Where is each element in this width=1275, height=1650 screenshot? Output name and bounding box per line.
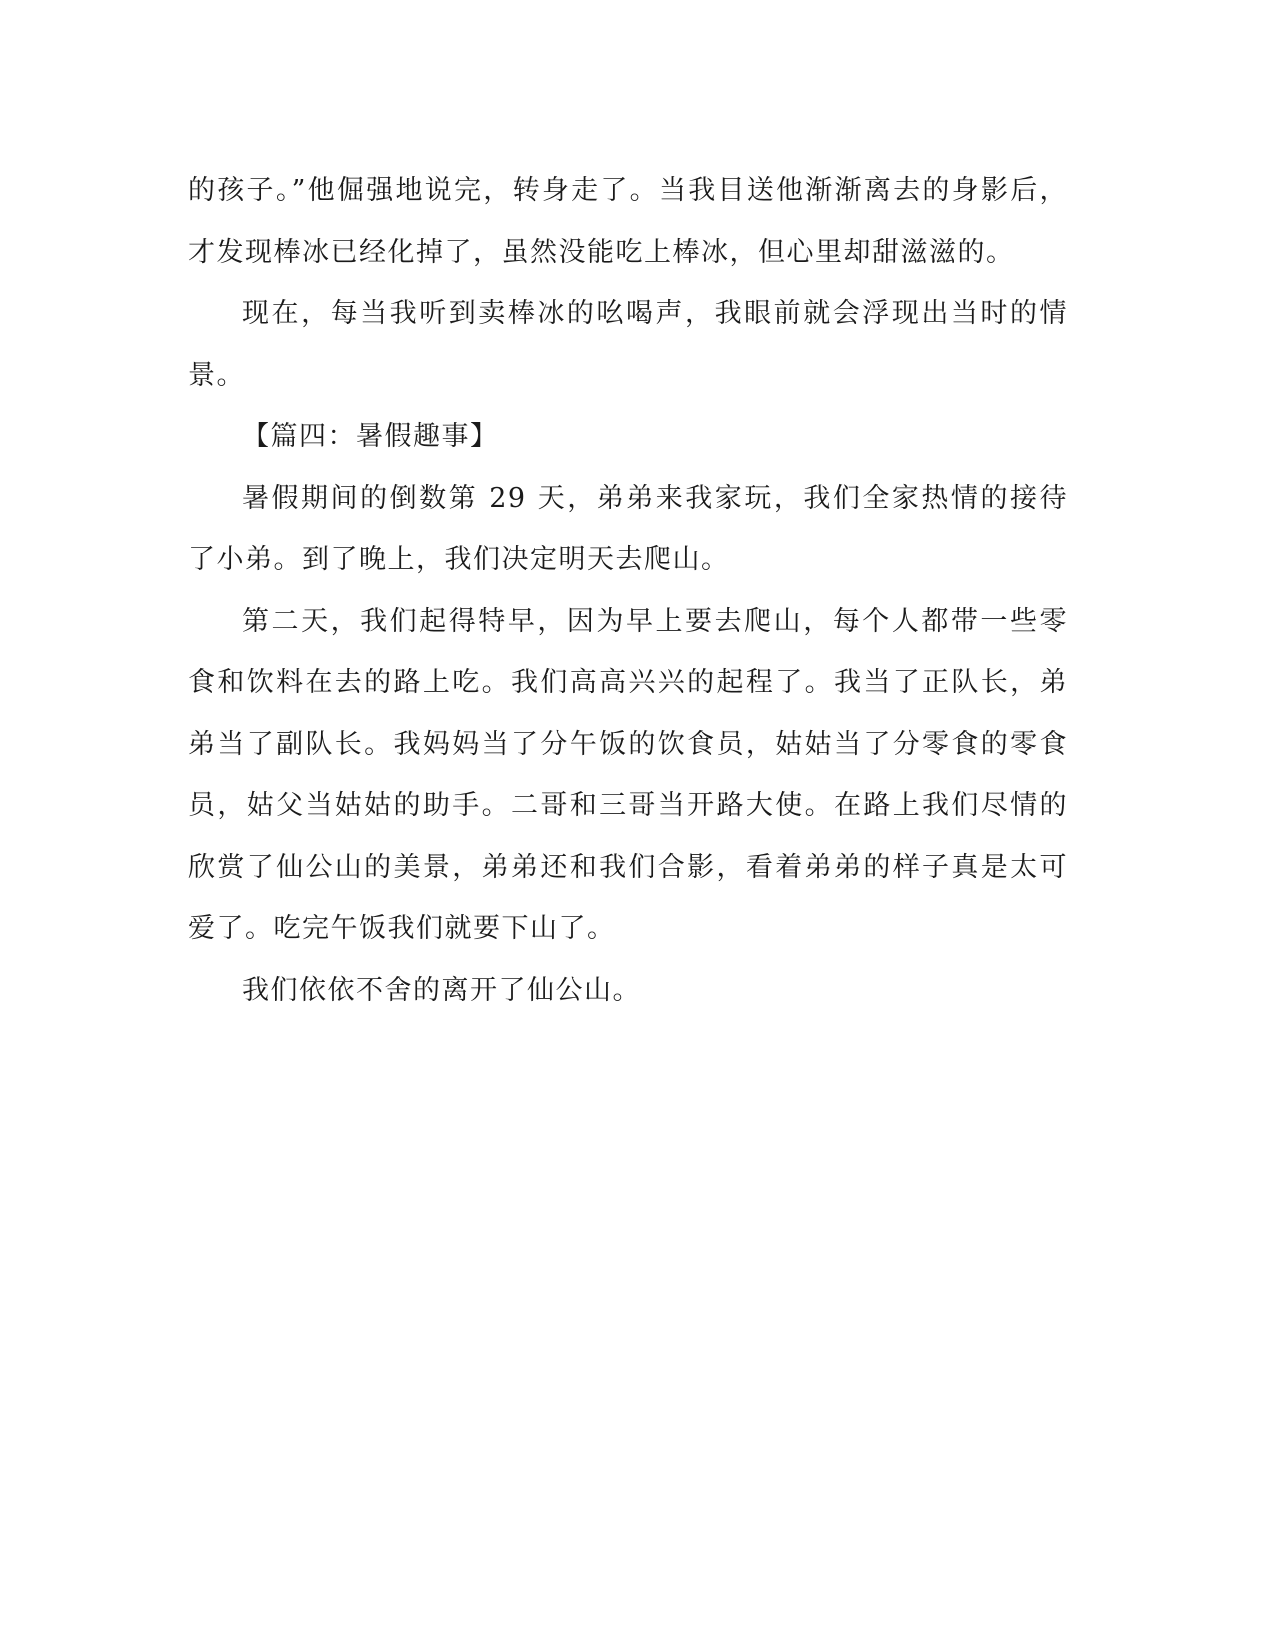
- paragraph-climb: 第二天，我们起得特早，因为早上要去爬山，每个人都带一些零食和饮料在去的路上吃。我们高高兴兴的起程了。我当了正队长，弟弟当了副队长。我妈妈当了分午饭的饮食员，姑姑当了分零食的零食员，姑父当姑姑的助手。二哥和三哥当开路大使。在路上我们尽情的欣赏了仙公山的美景，弟弟还和我们合影，看着弟弟的样子真是太可爱了。吃完午饭我们就要下山了。: [188, 605, 1068, 944]
- paragraph-visit: 暑假期间的倒数第 29 天，弟弟来我家玩，我们全家热情的接待了小弟。到了晚上，我们决定明天去爬山。: [188, 482, 1068, 575]
- section-heading: 【篇四：暑假趣事】: [242, 421, 499, 452]
- paragraph-continuation: 的孩子。”他倔强地说完，转身走了。当我目送他渐渐离去的身影后，才发现棒冰已经化掉了，虽然没能吃上棒冰，但心里却甜滋滋的。: [188, 175, 1068, 268]
- paragraph-memory: 现在，每当我听到卖棒冰的吆喝声，我眼前就会浮现出当时的情景。: [188, 298, 1068, 391]
- paragraph-ending: 我们依依不舍的离开了仙公山。: [242, 974, 641, 1006]
- document-body: [188, 160, 1068, 1021]
